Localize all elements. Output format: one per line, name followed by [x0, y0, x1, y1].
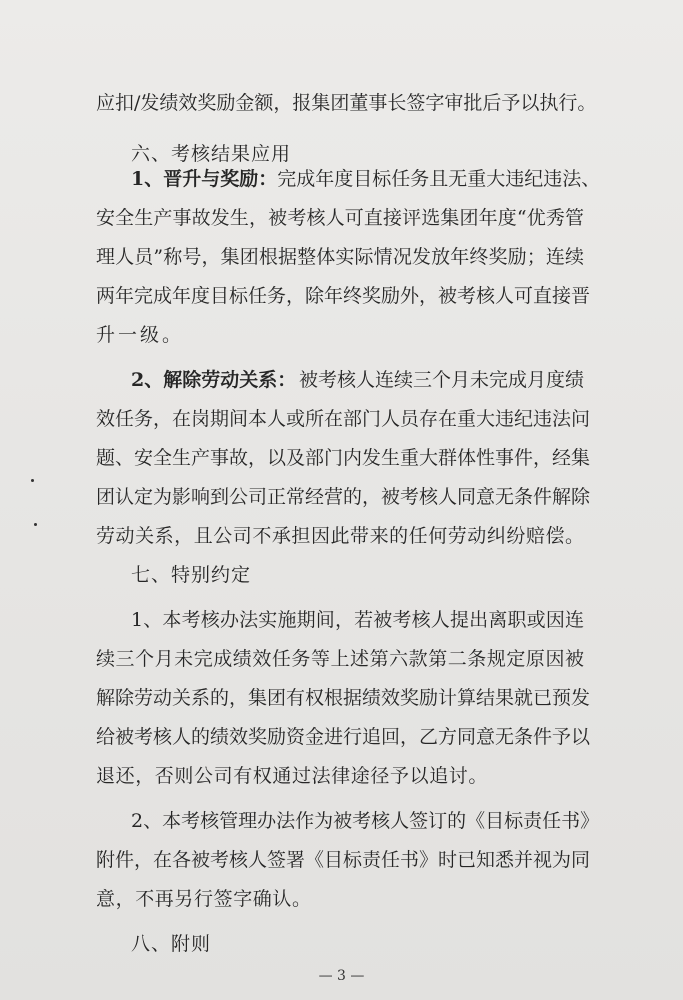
page-number: — 3 —: [318, 968, 365, 984]
scan-dot: [34, 523, 37, 526]
item-title-promotion: 1、晋升与奖励：: [131, 168, 278, 190]
section-heading-8: 八、附则: [131, 933, 212, 955]
body-line: 续三个月未完成绩效任务等上述第六款第二条规定原因被: [96, 648, 584, 670]
section-heading-7: 七、特别约定: [131, 564, 252, 586]
body-line-text: 完成年度目标任务且无重大违纪违法、: [277, 168, 601, 190]
body-line: 退还，否则公司有权通过法律途径予以追讨。: [96, 765, 489, 787]
scan-dot: [31, 479, 34, 482]
body-line: 理人员”称号，集团根据整体实际情况发放年终奖励；连续: [96, 246, 584, 268]
section-heading-6: 六、考核结果应用: [131, 143, 292, 165]
item-title-termination: 2、解除劳动关系：: [131, 369, 297, 391]
body-line: 1、本考核办法实施期间，若被考核人提出离职或因连: [131, 609, 584, 631]
body-line: 效任务，在岗期间本人或所在部门人员存在重大违纪违法问: [96, 408, 591, 430]
body-line: 附件，在各被考核人签署《目标责任书》时已知悉并视为同: [96, 849, 591, 871]
body-line: [131, 168, 601, 190]
body-line: 题、安全生产事故，以及部门内发生重大群体性事件，经集: [96, 447, 591, 469]
body-line: 2、本考核管理办法作为被考核人签订的《目标责任书》: [131, 810, 600, 832]
body-line: [131, 369, 584, 391]
body-line: 解除劳动关系的，集团有权根据绩效奖励计算结果就已预发: [96, 687, 591, 709]
body-line: 应扣/发绩效奖励金额，报集团董事长签字审批后予以执行。: [96, 92, 597, 114]
body-line: 劳动关系，且公司不承担因此带来的任何劳动纠纷赔偿。: [96, 525, 584, 547]
body-line-text: 被考核人连续三个月未完成月度绩: [298, 369, 584, 391]
body-line: 给被考核人的绩效奖励资金进行追回，乙方同意无条件予以: [96, 726, 591, 748]
body-line: 意，不再另行签字确认。: [96, 888, 312, 910]
body-line: 两年完成年度目标任务，除年终奖励外，被考核人可直接晋: [96, 285, 591, 307]
body-line: 安全生产事故发生，被考核人可直接评选集团年度“优秀管: [96, 207, 584, 229]
body-line: 升一级。: [96, 324, 185, 346]
body-line: 团认定为影响到公司正常经营的，被考核人同意无条件解除: [96, 486, 591, 508]
